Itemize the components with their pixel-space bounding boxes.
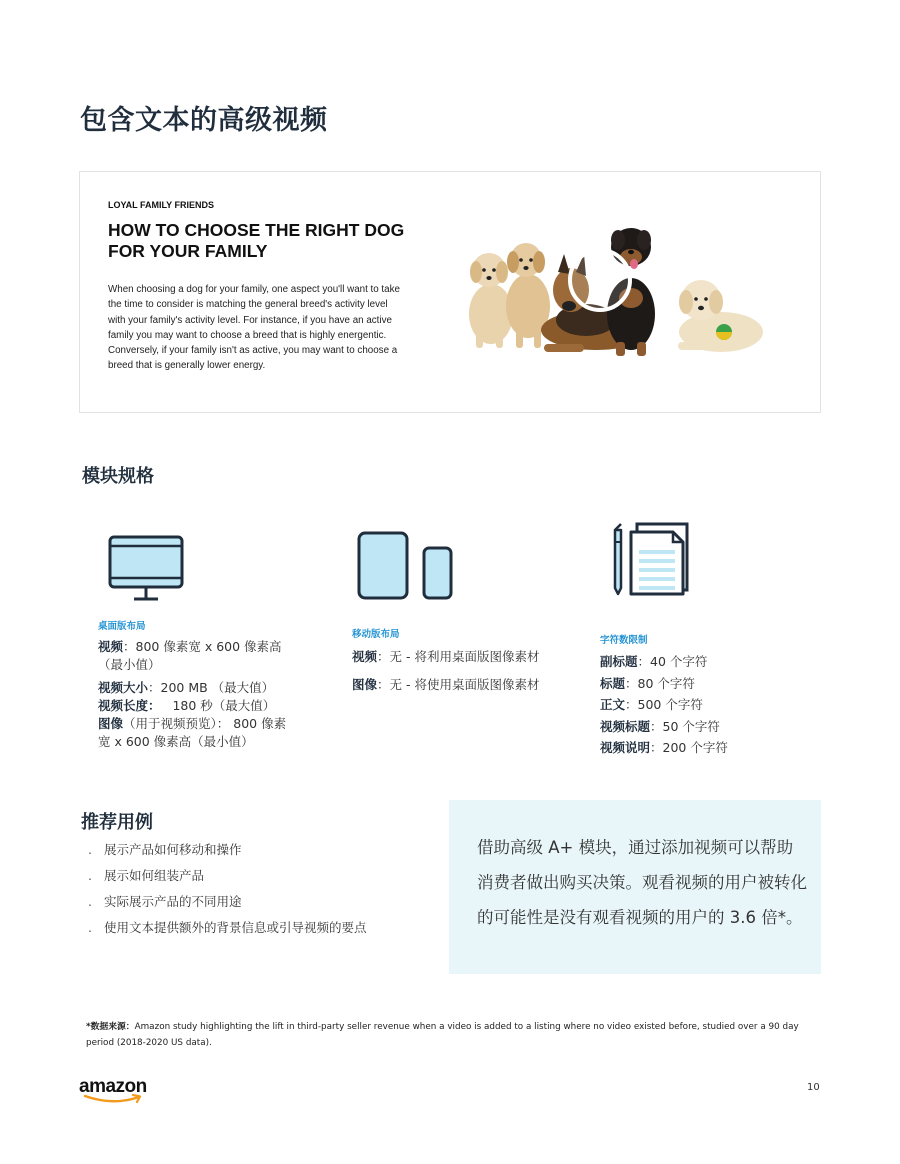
mobile-video-value: ：无 - 将利用桌面版图像素材	[377, 649, 540, 664]
desktop-layout-label: 桌面版布局	[98, 621, 146, 632]
smile-arrow-icon	[83, 1094, 149, 1104]
tablet-phone-icon	[356, 530, 456, 602]
golden-puppy	[678, 280, 763, 352]
char-body-value: ：500 个字符	[625, 697, 703, 712]
video-banner-example	[79, 171, 821, 413]
char-title-value: ：80 个字符	[625, 675, 695, 691]
char-video-desc-key: 视频说明	[600, 740, 651, 755]
banner-eyebrow: LOYAL FAMILY FRIENDS	[108, 200, 215, 210]
footnote	[86, 1019, 826, 1051]
desktop-image-key: 图像	[98, 716, 124, 731]
char-video-desc-value: ：200 个字符	[650, 740, 728, 755]
char-subtitle-value: ：40 个字符	[637, 654, 708, 669]
desktop-specs	[98, 638, 298, 751]
use-cases-list	[88, 840, 428, 944]
desktop-image-value: （用于视频预览）： 800 像素宽 x 600 像素高（最小值）	[98, 716, 287, 749]
list-item: . 使用文本提供额外的背景信息或引导视频的要点	[88, 920, 367, 935]
char-video-title-key: 视频标题	[600, 718, 651, 734]
banner-headline: HOW TO CHOOSE THE RIGHT DOG FOR YOUR FAMILY	[108, 220, 405, 261]
footnote-label: *数据来源：	[86, 1022, 135, 1032]
char-body-key: 正文	[600, 697, 626, 712]
footnote-text: Amazon study highlighting the lift in third-party seller revenue when a video is added to a listing where no video existed before, studied over a 90 day period (2018-2020 US data).	[86, 1022, 799, 1048]
mobile-specs	[352, 648, 592, 694]
dogs-illustration	[456, 202, 766, 372]
desktop-video-key: 视频	[98, 639, 124, 654]
char-limits-label: 字符数限制	[600, 635, 648, 646]
char-limits-list	[600, 651, 800, 759]
desktop-size-key: 视频大小	[98, 680, 149, 695]
dogs-video-thumbnail[interactable]	[456, 202, 766, 372]
list-item: . 展示如何组装产品	[88, 868, 205, 883]
list-item: . 展示产品如何移动和操作	[88, 842, 242, 857]
stat-callout	[449, 800, 821, 974]
desktop-length-value: 180 秒（最大值）	[172, 698, 276, 713]
desktop-size-value: ：200 MB （最大值）	[148, 680, 275, 695]
use-cases-heading: 推荐用例	[81, 812, 153, 833]
banner-body: When choosing a dog for your family, one aspect you'll want to take the time to consider is matching the general breed's activity level with your family's activity level. For instance, if you have an active family you may want to choose a breed that is highly energentic. Conversely, if your family isn't as active, you may want to choose a breed that is generally lower energy.	[108, 284, 400, 372]
mobile-layout-label: 移动版布局	[352, 629, 400, 640]
play-icon	[570, 250, 630, 310]
list-item: . 实际展示产品的不同用途	[88, 894, 242, 909]
mobile-video-key: 视频	[352, 649, 378, 664]
page-title: 包含文本的高级视频	[80, 105, 328, 136]
documents-pen-icon	[609, 522, 693, 596]
amazon-logo: amazon	[79, 1076, 147, 1098]
page-number: 10	[807, 1082, 820, 1093]
specs-heading: 模块规格	[82, 466, 154, 487]
mobile-image-value: ：无 - 将使用桌面版图像素材	[377, 677, 540, 692]
char-video-title-value: ：50 个字符	[650, 718, 720, 734]
monitor-icon	[107, 534, 187, 604]
mobile-image-key: 图像	[352, 677, 378, 692]
desktop-video-value: ：800 像素宽 x 600 像素高（最小值）	[98, 639, 282, 672]
desktop-length-key: 视频长度：	[98, 698, 161, 713]
char-title-key: 标题	[600, 675, 626, 691]
callout-text: 借助高级 A+ 模块，通过添加视频可以帮助消费者做出购买决策。观看视频的用户被转化的可能性是没有观看视频的用户的 3.6 倍*。	[477, 838, 807, 927]
char-subtitle-key: 副标题	[600, 654, 638, 669]
